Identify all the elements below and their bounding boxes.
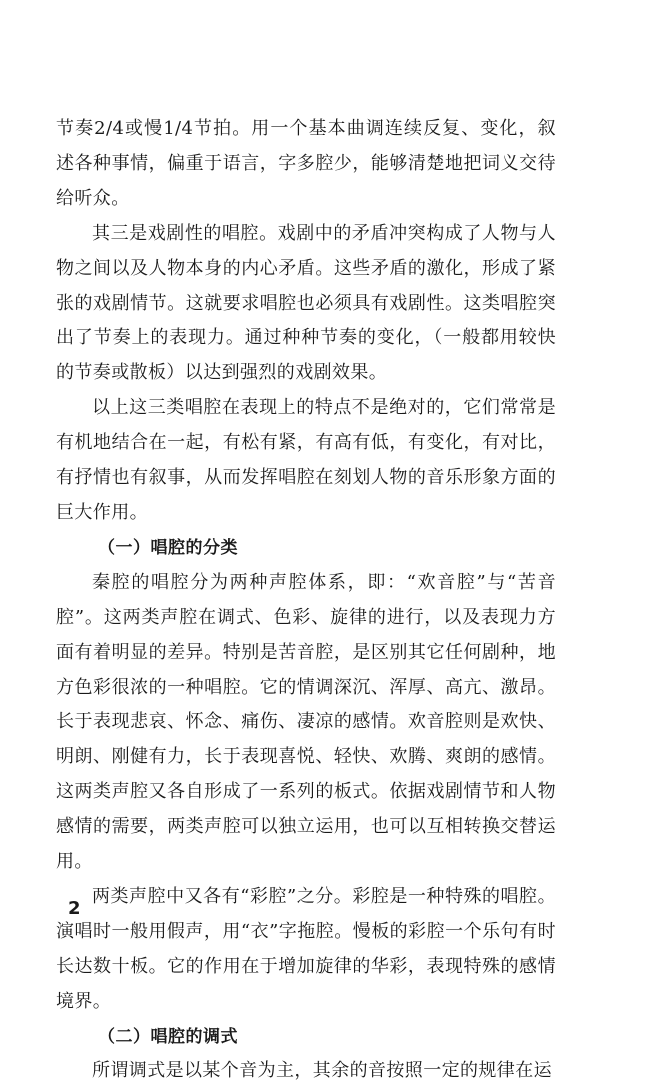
paragraph-mode-definition: 所谓调式是以某个音为主，其余的音按照一定的规律在运: [92, 1060, 552, 1082]
section-heading-classification: （一）唱腔的分类: [98, 537, 238, 558]
page-number: 2: [68, 898, 81, 919]
body-text: [56, 112, 556, 1089]
paragraph-color-aria: 两类声腔中又各有“彩腔”之分。彩腔是一种特殊的唱腔。演唱时一般用假声，用“衣”字拖腔。慢板的彩腔一个乐句有时长达数十板。它的作用在于增加旋律的华彩，表现特殊的感情境界。: [56, 885, 556, 1012]
section-heading-modes: （二）唱腔的调式: [98, 1026, 238, 1047]
paragraph-two-systems: 秦腔的唱腔分为两种声腔体系，即：“欢音腔”与“苦音腔”。这两类声腔在调式、色彩、旋律的进行，以及表现力方面有着明显的差异。特别是苦音腔，是区别其它任何剧种，地方色彩很浓的一种唱腔。它的情调深沉、浑厚、高亢、激昂。长于表现悲哀、怀念、痛伤、凄凉的感情。欢音腔则是欢快、明朗、刚健有力，长于表现喜悦、轻快、欢腾、爽朗的感情。这两类声腔又各自形成了一系列的板式。依据戏剧情节和人物感情的需要，两类声腔可以独立运用，也可以互相转换交替运用。: [56, 571, 556, 873]
paragraph-dramatic-aria: 其三是戏剧性的唱腔。戏剧中的矛盾冲突构成了人物与人物之间以及人物本身的内心矛盾。这些矛盾的激化，形成了紧张的戏剧情节。这就要求唱腔也必须具有戏剧性。这类唱腔突出了节奏上的表现力。通过种种节奏的变化，（一般都用较快的节奏或散板）以达到强烈的戏剧效果。: [56, 222, 556, 384]
paragraph-continued: 节奏2/4或慢1/4节拍。用一个基本曲调连续反复、变化，叙述各种事情，偏重于语言，字多腔少，能够清楚地把词义交待给听众。: [56, 118, 556, 209]
paragraph-summary: 以上这三类唱腔在表现上的特点不是绝对的，它们常常是有机地结合在一起，有松有紧，有高有低，有变化，有对比，有抒情也有叙事，从而发挥唱腔在刻划人物的音乐形象方面的巨大作用。: [56, 397, 556, 523]
